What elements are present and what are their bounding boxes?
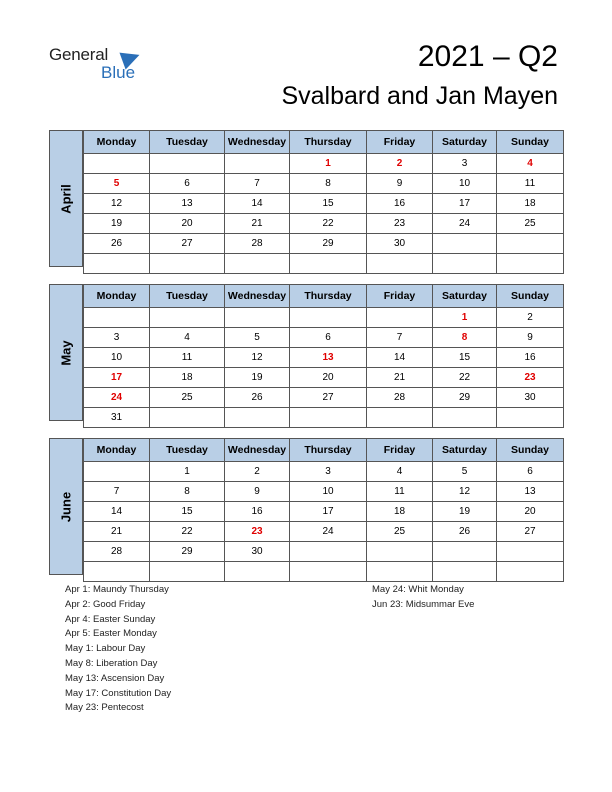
day-cell: 21	[84, 522, 150, 542]
day-cell: 28	[367, 388, 433, 408]
day-cell	[225, 254, 290, 274]
day-cell	[225, 154, 290, 174]
day-cell: 9	[225, 482, 290, 502]
day-cell	[497, 562, 564, 582]
day-cell: 22	[290, 214, 367, 234]
week-row	[84, 522, 564, 542]
day-cell: 2	[367, 154, 433, 174]
day-cell: 4	[497, 154, 564, 174]
holiday-note: May 8: Liberation Day	[65, 657, 158, 669]
logo-general-text: General	[49, 45, 109, 64]
weekday-header: Thursday	[290, 285, 367, 308]
day-cell: 21	[367, 368, 433, 388]
holiday-list-right	[372, 583, 474, 613]
day-cell: 9	[367, 174, 433, 194]
day-cell	[367, 254, 433, 274]
day-cell: 23	[367, 214, 433, 234]
day-cell	[150, 308, 225, 328]
day-cell: 25	[497, 214, 564, 234]
weekday-header: Wednesday	[225, 285, 290, 308]
month-table	[83, 284, 564, 428]
day-cell: 28	[84, 542, 150, 562]
day-cell: 23	[225, 522, 290, 542]
weekday-header: Monday	[84, 439, 150, 462]
holiday-note: Apr 4: Easter Sunday	[65, 613, 156, 625]
day-cell: 20	[497, 502, 564, 522]
weekday-header: Tuesday	[150, 439, 225, 462]
day-cell	[433, 408, 497, 428]
day-cell: 5	[84, 174, 150, 194]
day-cell	[433, 234, 497, 254]
week-row	[84, 502, 564, 522]
day-cell: 29	[150, 542, 225, 562]
day-cell: 31	[84, 408, 150, 428]
week-row	[84, 214, 564, 234]
week-row	[84, 308, 564, 328]
day-cell	[497, 234, 564, 254]
day-cell	[150, 408, 225, 428]
day-cell: 3	[433, 154, 497, 174]
day-cell: 16	[225, 502, 290, 522]
day-cell: 15	[290, 194, 367, 214]
day-cell: 19	[225, 368, 290, 388]
holiday-note: May 24: Whit Monday	[372, 584, 464, 595]
day-cell: 30	[367, 234, 433, 254]
day-cell: 18	[150, 368, 225, 388]
page-subtitle: Svalbard and Jan Mayen	[281, 82, 558, 110]
weekday-header: Saturday	[433, 131, 497, 154]
day-cell: 8	[150, 482, 225, 502]
day-cell: 22	[433, 368, 497, 388]
day-cell: 30	[225, 542, 290, 562]
day-cell: 6	[150, 174, 225, 194]
day-cell	[84, 308, 150, 328]
day-cell: 10	[290, 482, 367, 502]
day-cell: 5	[433, 462, 497, 482]
month-name: April	[58, 183, 74, 214]
day-cell	[367, 542, 433, 562]
week-row	[84, 254, 564, 274]
week-row	[84, 368, 564, 388]
day-cell	[290, 254, 367, 274]
day-cell: 5	[225, 328, 290, 348]
day-cell: 7	[225, 174, 290, 194]
weekday-header: Tuesday	[150, 131, 225, 154]
day-cell: 27	[150, 234, 225, 254]
day-cell: 25	[150, 388, 225, 408]
weekday-header: Tuesday	[150, 285, 225, 308]
page-title: 2021 – Q2	[417, 40, 558, 73]
day-cell	[150, 154, 225, 174]
day-cell: 7	[367, 328, 433, 348]
day-cell: 26	[84, 234, 150, 254]
day-cell	[497, 254, 564, 274]
week-row	[84, 482, 564, 502]
day-cell: 20	[150, 214, 225, 234]
day-cell: 8	[290, 174, 367, 194]
month-label	[49, 130, 83, 267]
day-cell: 24	[290, 522, 367, 542]
day-cell: 16	[367, 194, 433, 214]
weekday-header: Wednesday	[225, 439, 290, 462]
day-cell	[290, 408, 367, 428]
day-cell: 24	[84, 388, 150, 408]
week-row	[84, 408, 564, 428]
holiday-note: May 1: Labour Day	[65, 643, 146, 655]
day-cell	[367, 308, 433, 328]
holiday-note: Apr 1: Maundy Thursday	[65, 584, 169, 595]
day-cell: 11	[497, 174, 564, 194]
day-cell: 19	[433, 502, 497, 522]
day-cell: 10	[84, 348, 150, 368]
day-cell	[84, 462, 150, 482]
day-cell: 26	[433, 522, 497, 542]
weekday-header: Thursday	[290, 439, 367, 462]
week-row	[84, 174, 564, 194]
month-table	[83, 130, 564, 274]
weekday-header: Friday	[367, 439, 433, 462]
brand-logo	[49, 45, 149, 85]
day-cell: 18	[367, 502, 433, 522]
day-cell: 12	[225, 348, 290, 368]
day-cell: 19	[84, 214, 150, 234]
weekday-header: Monday	[84, 131, 150, 154]
day-cell: 16	[497, 348, 564, 368]
day-cell: 3	[84, 328, 150, 348]
day-cell	[433, 542, 497, 562]
holiday-note: May 13: Ascension Day	[65, 672, 165, 684]
day-cell	[225, 308, 290, 328]
day-cell: 13	[150, 194, 225, 214]
day-cell	[290, 542, 367, 562]
weekday-header-row	[84, 285, 564, 308]
day-cell	[433, 254, 497, 274]
day-cell: 11	[367, 482, 433, 502]
day-cell: 17	[84, 368, 150, 388]
day-cell	[367, 408, 433, 428]
day-cell: 2	[497, 308, 564, 328]
day-cell: 27	[497, 522, 564, 542]
month-name: May	[58, 339, 74, 366]
day-cell: 7	[84, 482, 150, 502]
weekday-header: Thursday	[290, 131, 367, 154]
day-cell	[497, 408, 564, 428]
day-cell: 15	[433, 348, 497, 368]
day-cell: 22	[150, 522, 225, 542]
day-cell: 21	[225, 214, 290, 234]
holiday-note: Jun 23: Midsummar Eve	[372, 598, 475, 610]
day-cell	[225, 408, 290, 428]
day-cell: 14	[84, 502, 150, 522]
day-cell: 28	[225, 234, 290, 254]
weekday-header: Sunday	[497, 131, 564, 154]
day-cell	[290, 562, 367, 582]
day-cell: 6	[290, 328, 367, 348]
day-cell: 26	[225, 388, 290, 408]
day-cell: 9	[497, 328, 564, 348]
day-cell: 13	[290, 348, 367, 368]
day-cell: 8	[433, 328, 497, 348]
week-row	[84, 194, 564, 214]
week-row	[84, 462, 564, 482]
week-row	[84, 562, 564, 582]
day-cell: 1	[150, 462, 225, 482]
day-cell	[84, 154, 150, 174]
day-cell	[150, 562, 225, 582]
weekday-header: Monday	[84, 285, 150, 308]
day-cell: 1	[290, 154, 367, 174]
day-cell: 17	[290, 502, 367, 522]
holiday-list-left	[65, 583, 171, 716]
day-cell: 17	[433, 194, 497, 214]
day-cell: 23	[497, 368, 564, 388]
day-cell: 3	[290, 462, 367, 482]
weekday-header: Saturday	[433, 439, 497, 462]
day-cell: 24	[433, 214, 497, 234]
weekday-header: Sunday	[497, 285, 564, 308]
week-row	[84, 328, 564, 348]
week-row	[84, 234, 564, 254]
month-label	[49, 284, 83, 421]
day-cell: 2	[225, 462, 290, 482]
day-cell: 6	[497, 462, 564, 482]
weekday-header: Wednesday	[225, 131, 290, 154]
day-cell	[290, 308, 367, 328]
week-row	[84, 154, 564, 174]
weekday-header: Sunday	[497, 439, 564, 462]
day-cell	[84, 562, 150, 582]
weekday-header: Friday	[367, 285, 433, 308]
day-cell: 27	[290, 388, 367, 408]
day-cell: 14	[367, 348, 433, 368]
day-cell: 25	[367, 522, 433, 542]
day-cell: 12	[84, 194, 150, 214]
day-cell: 30	[497, 388, 564, 408]
day-cell: 10	[433, 174, 497, 194]
weekday-header-row	[84, 131, 564, 154]
day-cell	[433, 562, 497, 582]
day-cell: 11	[150, 348, 225, 368]
day-cell: 29	[290, 234, 367, 254]
weekday-header-row	[84, 439, 564, 462]
holiday-note: May 17: Constitution Day	[65, 687, 172, 699]
holiday-note: Apr 5: Easter Monday	[65, 628, 157, 640]
month-label	[49, 438, 83, 575]
day-cell: 14	[225, 194, 290, 214]
logo-blue-text: Blue	[101, 63, 136, 82]
month-table	[83, 438, 564, 582]
day-cell	[497, 542, 564, 562]
day-cell	[225, 562, 290, 582]
day-cell	[367, 562, 433, 582]
day-cell: 4	[367, 462, 433, 482]
holiday-note: May 23: Pentecost	[65, 702, 144, 714]
day-cell: 13	[497, 482, 564, 502]
holiday-note: Apr 2: Good Friday	[65, 598, 146, 610]
day-cell: 18	[497, 194, 564, 214]
day-cell	[150, 254, 225, 274]
week-row	[84, 388, 564, 408]
day-cell: 12	[433, 482, 497, 502]
day-cell: 4	[150, 328, 225, 348]
day-cell: 15	[150, 502, 225, 522]
week-row	[84, 348, 564, 368]
day-cell: 20	[290, 368, 367, 388]
day-cell	[84, 254, 150, 274]
day-cell: 1	[433, 308, 497, 328]
weekday-header: Friday	[367, 131, 433, 154]
month-name: June	[58, 491, 74, 522]
week-row	[84, 542, 564, 562]
day-cell: 29	[433, 388, 497, 408]
weekday-header: Saturday	[433, 285, 497, 308]
